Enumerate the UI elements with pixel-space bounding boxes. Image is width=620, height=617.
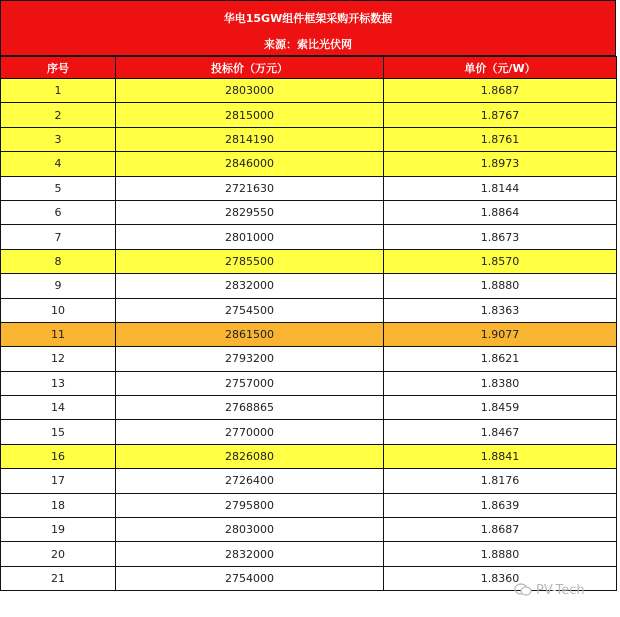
table-row (1, 542, 617, 566)
cell-bid-price: 2846000 (116, 152, 384, 176)
table-row (1, 444, 617, 468)
cell-no: 3 (1, 127, 116, 151)
table-row (1, 347, 617, 371)
cell-no: 21 (1, 566, 116, 590)
table-row (1, 420, 617, 444)
cell-bid-price: 2815000 (116, 103, 384, 127)
header-no: 序号 (1, 57, 116, 79)
table-row (1, 225, 617, 249)
cell-no: 16 (1, 444, 116, 468)
table-row (1, 274, 617, 298)
wechat-icon (514, 583, 532, 596)
cell-unit-price: 1.8973 (384, 152, 617, 176)
cell-no: 20 (1, 542, 116, 566)
cell-unit-price: 1.8880 (384, 542, 617, 566)
table-row (1, 518, 617, 542)
cell-unit-price: 1.8864 (384, 200, 617, 224)
table-title: 华电15GW组件框架采购开标数据 (223, 12, 393, 25)
cell-unit-price: 1.8687 (384, 518, 617, 542)
cell-bid-price: 2770000 (116, 420, 384, 444)
cell-no: 11 (1, 322, 116, 346)
header-unit-price: 单价（元/W） (384, 57, 617, 79)
cell-bid-price: 2757000 (116, 371, 384, 395)
table-row (1, 103, 617, 127)
cell-no: 13 (1, 371, 116, 395)
table-row (1, 152, 617, 176)
cell-no: 14 (1, 396, 116, 420)
cell-no: 2 (1, 103, 116, 127)
pv-tech-watermark (514, 583, 585, 598)
table-row (1, 79, 617, 103)
table-row (1, 249, 617, 273)
cell-unit-price: 1.8360 (384, 566, 617, 590)
cell-unit-price: 1.8621 (384, 347, 617, 371)
cell-unit-price: 1.8673 (384, 225, 617, 249)
table-row (1, 371, 617, 395)
cell-bid-price: 2754000 (116, 566, 384, 590)
header-bid-price: 投标价（万元） (116, 57, 384, 79)
cell-unit-price: 1.8639 (384, 493, 617, 517)
cell-unit-price: 1.8687 (384, 79, 617, 103)
cell-bid-price: 2785500 (116, 249, 384, 273)
cell-no: 5 (1, 176, 116, 200)
cell-bid-price: 2826080 (116, 444, 384, 468)
watermark-text: PV-Tech (536, 583, 585, 598)
table-row (1, 200, 617, 224)
table-row (1, 396, 617, 420)
cell-bid-price: 2832000 (116, 542, 384, 566)
table-header-row (1, 57, 617, 79)
cell-bid-price: 2726400 (116, 469, 384, 493)
cell-no: 19 (1, 518, 116, 542)
cell-unit-price: 1.8761 (384, 127, 617, 151)
table-row (1, 298, 617, 322)
cell-no: 7 (1, 225, 116, 249)
cell-no: 1 (1, 79, 116, 103)
cell-bid-price: 2793200 (116, 347, 384, 371)
cell-bid-price: 2803000 (116, 79, 384, 103)
cell-unit-price: 1.8467 (384, 420, 617, 444)
cell-unit-price: 1.8841 (384, 444, 617, 468)
table-row (1, 322, 617, 346)
cell-no: 10 (1, 298, 116, 322)
cell-bid-price: 2754500 (116, 298, 384, 322)
cell-no: 17 (1, 469, 116, 493)
cell-bid-price: 2814190 (116, 127, 384, 151)
cell-unit-price: 1.8363 (384, 298, 617, 322)
cell-unit-price: 1.8570 (384, 249, 617, 273)
cell-bid-price: 2832000 (116, 274, 384, 298)
cell-unit-price: 1.8144 (384, 176, 617, 200)
cell-bid-price: 2768865 (116, 396, 384, 420)
cell-unit-price: 1.8767 (384, 103, 617, 127)
cell-unit-price: 1.9077 (384, 322, 617, 346)
cell-bid-price: 2795800 (116, 493, 384, 517)
cell-no: 12 (1, 347, 116, 371)
cell-no: 8 (1, 249, 116, 273)
table-row (1, 469, 617, 493)
cell-no: 9 (1, 274, 116, 298)
cell-bid-price: 2829550 (116, 200, 384, 224)
cell-unit-price: 1.8459 (384, 396, 617, 420)
table-row (1, 127, 617, 151)
table-title-block (0, 0, 616, 56)
cell-bid-price: 2861500 (116, 322, 384, 346)
cell-no: 4 (1, 152, 116, 176)
table-source: 来源：索比光伏网 (264, 38, 352, 51)
cell-bid-price: 2803000 (116, 518, 384, 542)
cell-unit-price: 1.8880 (384, 274, 617, 298)
bid-table (0, 56, 617, 591)
cell-bid-price: 2721630 (116, 176, 384, 200)
cell-no: 15 (1, 420, 116, 444)
cell-no: 6 (1, 200, 116, 224)
cell-unit-price: 1.8176 (384, 469, 617, 493)
table-row (1, 493, 617, 517)
cell-bid-price: 2801000 (116, 225, 384, 249)
table-row (1, 176, 617, 200)
cell-no: 18 (1, 493, 116, 517)
cell-unit-price: 1.8380 (384, 371, 617, 395)
